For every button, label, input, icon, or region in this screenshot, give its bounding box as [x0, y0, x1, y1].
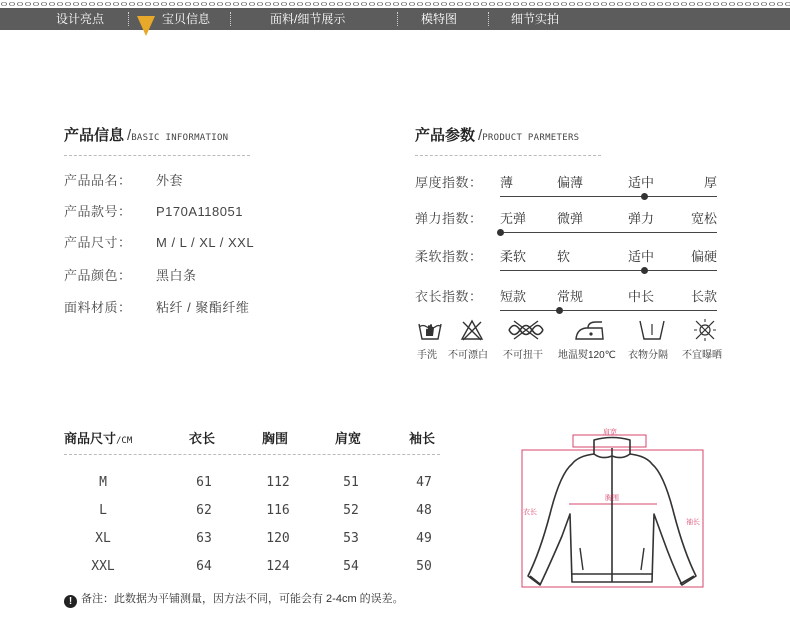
sleeve-label: 袖长: [686, 518, 700, 526]
size-table-value-cell: 51: [343, 475, 359, 490]
product-info-heading: 产品信息 /BASIC INFORMATION: [64, 127, 229, 144]
nav-item-design-highlights[interactable]: 设计亮点: [56, 12, 105, 26]
param-option: 柔软: [500, 249, 527, 264]
size-table-size-cell: XXL: [91, 559, 115, 574]
warning-icon: !: [64, 595, 77, 608]
param-option: 偏薄: [557, 175, 584, 190]
size-table-value-cell: 63: [196, 531, 212, 546]
param-option: 软: [557, 249, 571, 264]
param-option: 短款: [500, 289, 527, 304]
divider: [415, 155, 601, 156]
info-row-color: 产品颜色： 黑白条: [64, 268, 197, 283]
param-selected-dot-icon: [641, 267, 648, 274]
param-option: 适中: [628, 249, 655, 264]
care-label-hand-wash: 手洗: [417, 350, 437, 361]
care-label-no-wring: 不可扭干: [503, 350, 543, 361]
size-table-size-cell: M: [99, 475, 107, 490]
param-option: 弹力: [628, 211, 655, 226]
nav-divider: [230, 12, 231, 26]
size-table-value-cell: 50: [416, 559, 432, 574]
size-table-header-sleeve: 袖长: [409, 431, 436, 446]
shoulder-label: 肩宽: [603, 428, 617, 436]
hand-wash-icon: [417, 318, 443, 342]
jacket-outline: [528, 438, 696, 586]
size-table-value-cell: 62: [196, 503, 212, 518]
size-table-value-cell: 48: [416, 503, 432, 518]
param-track: [500, 232, 717, 233]
size-table-value-cell: 116: [266, 503, 290, 518]
param-option: 微弹: [557, 211, 584, 226]
nav-item-detail-photos[interactable]: 细节实拍: [511, 12, 560, 26]
care-label-no-bleach: 不可漂白: [448, 350, 488, 361]
size-table-value-cell: 49: [416, 531, 432, 546]
low-iron-icon: [572, 318, 606, 342]
decorative-chain-border: [0, 0, 790, 8]
param-selected-dot-icon: [641, 193, 648, 200]
size-table-value-cell: 53: [343, 531, 359, 546]
info-row-sizes: 产品尺寸： M / L / XL / XXL: [64, 235, 255, 250]
garment-measurement-diagram: [516, 424, 712, 596]
nav-item-fabric-details[interactable]: 面料/细节展示: [270, 12, 346, 26]
size-table-header-shoulder: 肩宽: [335, 431, 362, 446]
size-table-header-chest: 胸围: [262, 431, 289, 446]
size-table-divider: [64, 454, 440, 455]
param-option: 常规: [557, 289, 584, 304]
nav-divider: [128, 12, 129, 26]
measurement-note: [64, 590, 404, 608]
param-option: 偏硬: [690, 249, 717, 264]
nav-divider: [397, 12, 398, 26]
param-selected-dot-icon: [556, 307, 563, 314]
care-label-separate: 衣物分隔: [628, 350, 668, 361]
info-row-material: 面料材质： 粘纤 / 聚酯纤维: [64, 300, 250, 315]
param-option: 宽松: [690, 211, 717, 226]
product-params-heading: 产品参数 /PRODUCT PARMETERS: [415, 127, 580, 144]
param-option: 中长: [628, 289, 655, 304]
param-label: 弹力指数：: [415, 211, 483, 226]
size-table-value-cell: 120: [266, 531, 290, 546]
size-table-value-cell: 54: [343, 559, 359, 574]
size-table-value-cell: 47: [416, 475, 432, 490]
size-table-size-cell: XL: [95, 531, 111, 546]
size-table-value-cell: 112: [266, 475, 290, 490]
nav-divider: [488, 12, 489, 26]
divider: [64, 155, 250, 156]
param-option: 薄: [500, 175, 514, 190]
param-track: [500, 196, 717, 197]
no-wring-icon: [506, 318, 546, 342]
active-nav-marker-icon: [137, 16, 155, 36]
no-bleach-icon: [460, 318, 484, 342]
info-row-style-no: 产品款号： P170A118051: [64, 204, 243, 219]
no-sun-dry-icon: [692, 318, 718, 342]
length-label: 衣长: [523, 508, 537, 516]
param-option: 适中: [628, 175, 655, 190]
top-nav-bar: [0, 8, 790, 30]
param-track: [500, 310, 717, 311]
separate-wash-icon: [637, 318, 667, 342]
param-label: 柔软指数：: [415, 249, 483, 264]
param-label: 厚度指数：: [415, 175, 483, 190]
param-track: [500, 270, 717, 271]
size-table-value-cell: 52: [343, 503, 359, 518]
info-row-name: 产品品名： 外套: [64, 173, 184, 188]
param-option: 厚: [703, 175, 717, 190]
param-selected-dot-icon: [497, 229, 504, 236]
care-label-no-sun: 不宜曝晒: [682, 350, 722, 361]
care-label-low-iron: 地温熨120℃: [558, 350, 616, 361]
param-option: 无弹: [500, 211, 527, 226]
size-table-value-cell: 61: [196, 475, 212, 490]
note-text: 备注：此数据为平铺测量，因方法不同，可能会有 2-4cm 的误差。: [81, 593, 404, 605]
param-option: 长款: [690, 289, 717, 304]
size-table-size-cell: L: [99, 503, 107, 518]
size-table-value-cell: 124: [266, 559, 290, 574]
param-label: 衣长指数：: [415, 289, 483, 304]
size-table-header-size: 商品尺寸/CM: [64, 431, 133, 446]
chest-label: 胸围: [605, 494, 619, 502]
size-table-value-cell: 64: [196, 559, 212, 574]
nav-item-model-photos[interactable]: 模特图: [421, 12, 458, 26]
size-table-header-length: 衣长: [189, 431, 216, 446]
nav-item-product-info[interactable]: 宝贝信息: [162, 12, 211, 26]
